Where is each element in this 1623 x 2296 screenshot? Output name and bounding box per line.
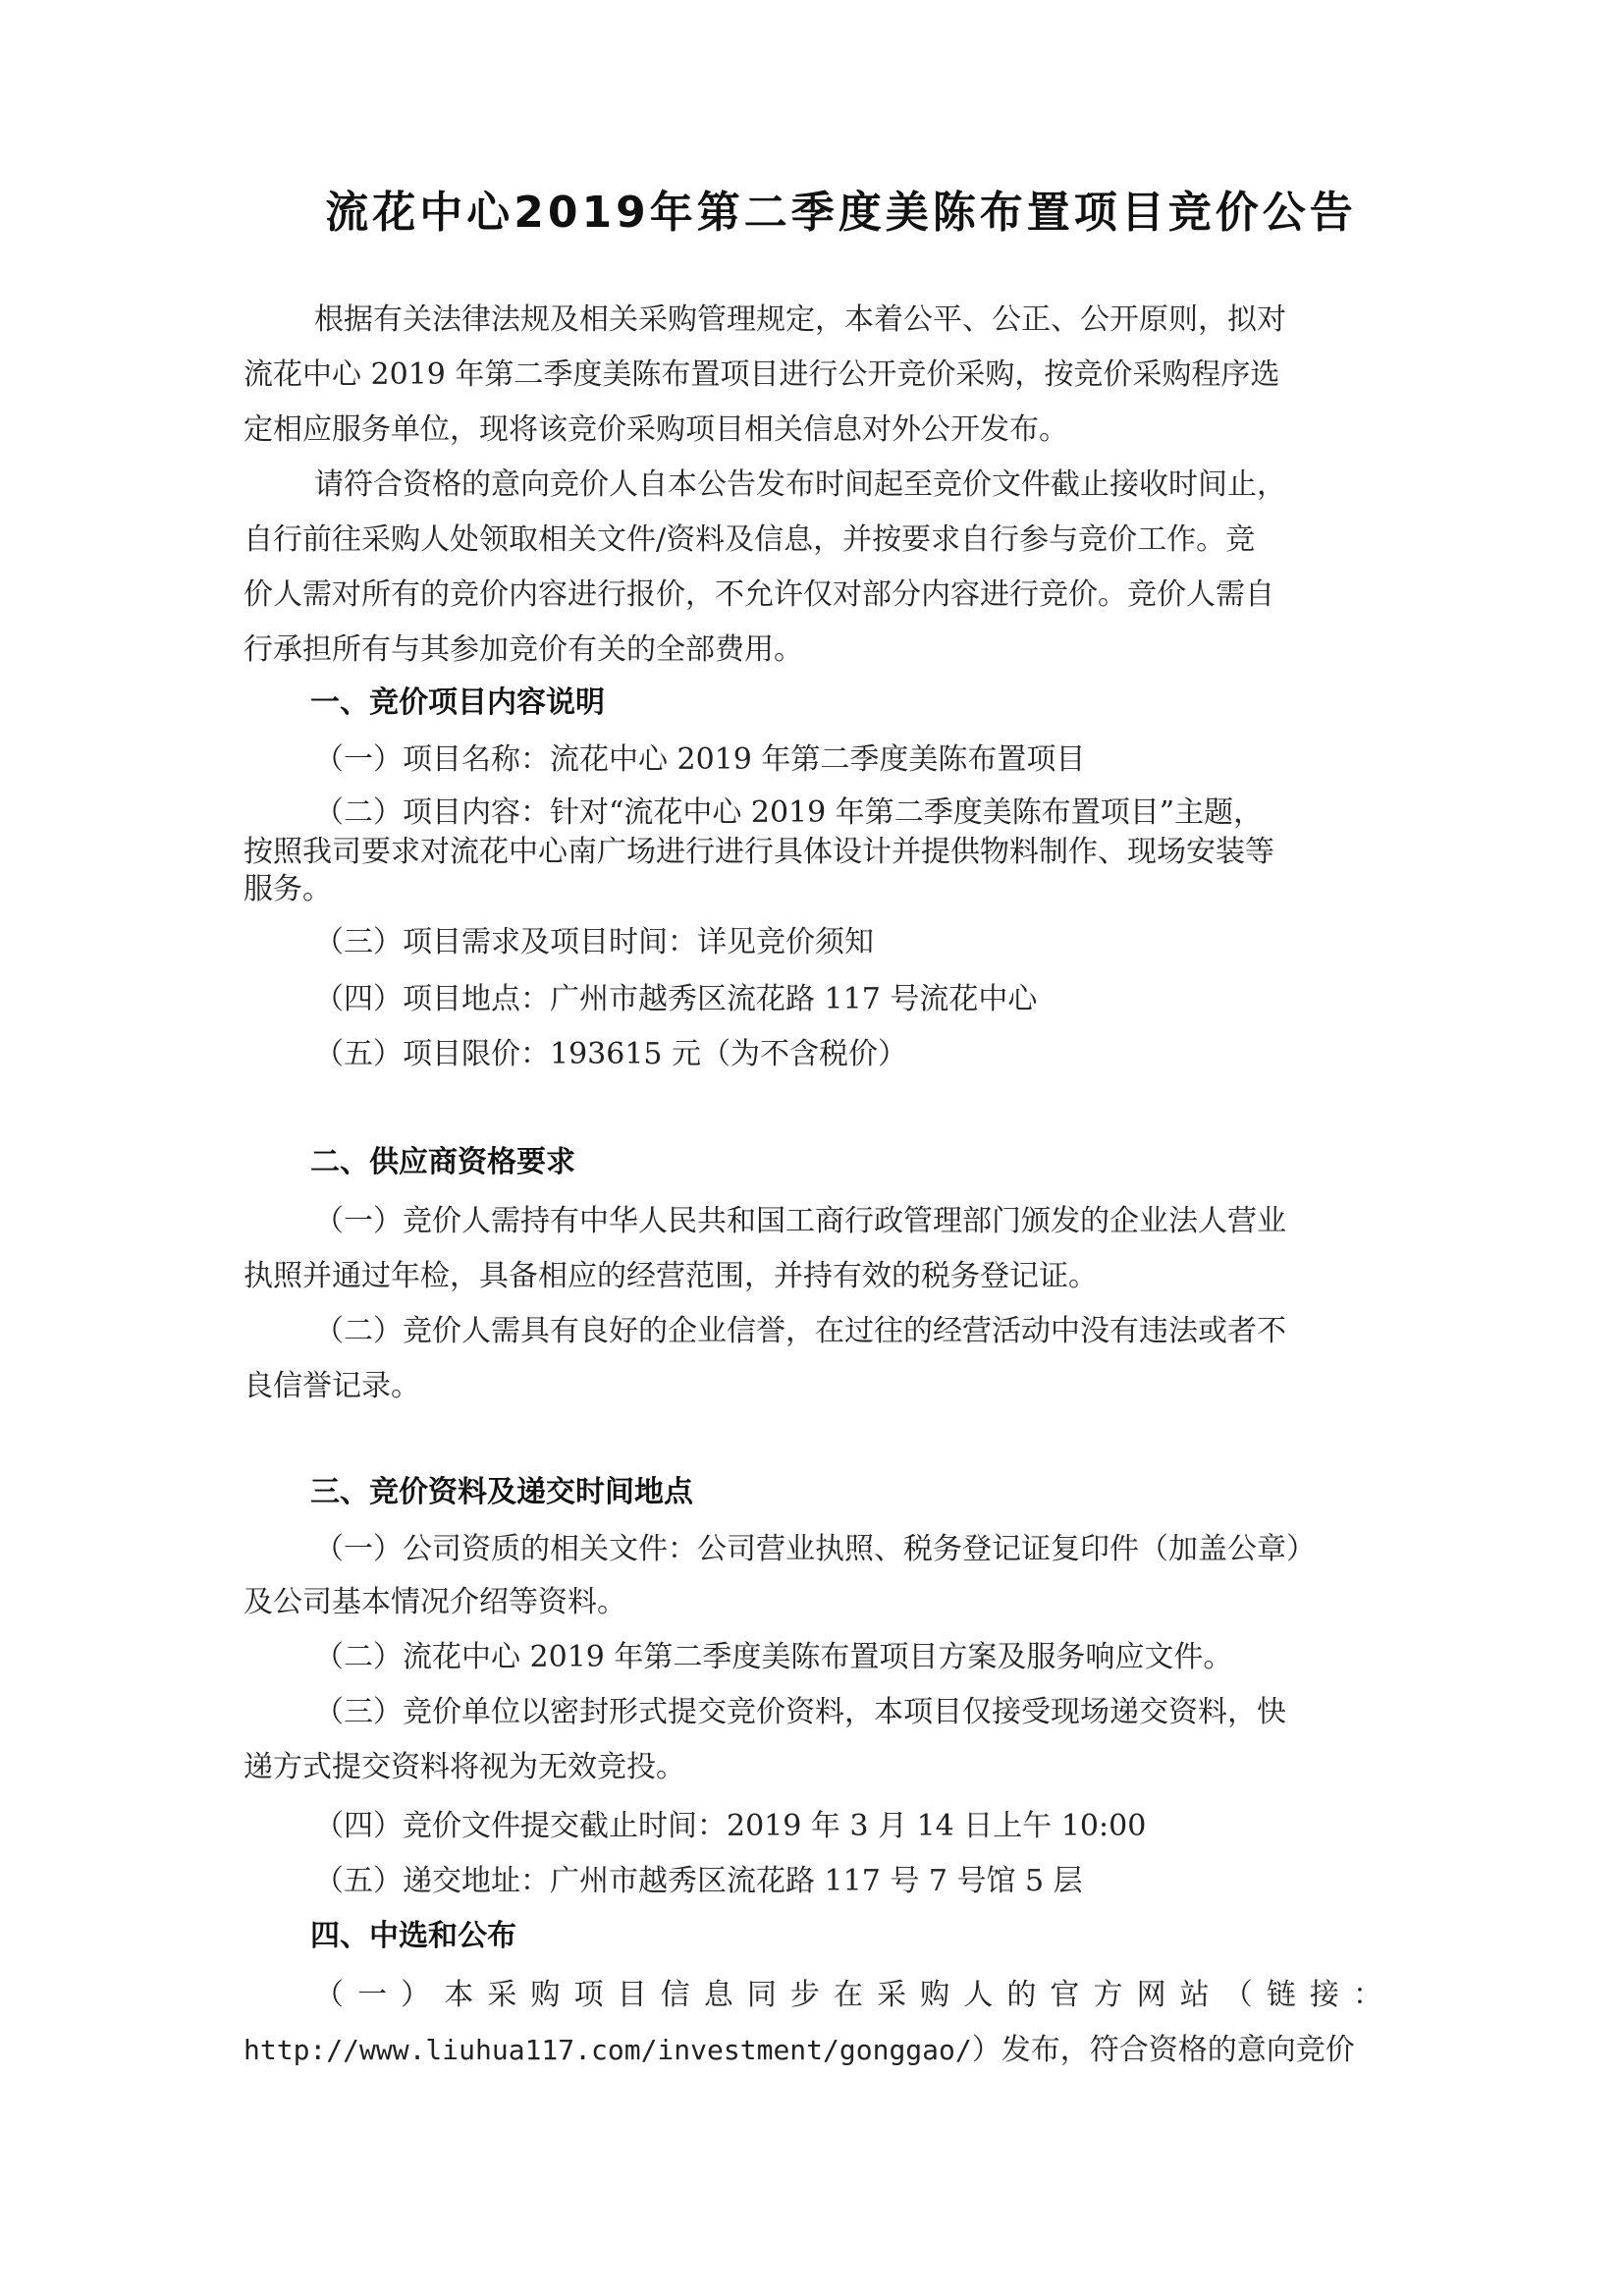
section1-item2-line2: 按照我司要求对流花中心南广场进行进行具体设计并提供物料制作、现场安装等	[243, 835, 1274, 869]
section3-item3-line2: 递方式提交资料将视为无效竞投。	[243, 1750, 685, 1784]
section3-item3-line1: （三）竞价单位以密封形式提交竞价资料，本项目仅接受现场递交资料，快	[314, 1695, 1286, 1729]
section4-item1-line1: （一）本采购项目信息同步在采购人的官方网站（链接：	[314, 1978, 1382, 2012]
section3-item2: （二）流花中心 2019 年第二季度美陈布置项目方案及服务响应文件。	[314, 1640, 1233, 1674]
section2-item1-line2: 执照并通过年检，具备相应的经营范围，并持有效的税务登记证。	[243, 1259, 1098, 1293]
intro-p2-line2: 自行前往采购人处领取相关文件/资料及信息，并按要求自行参与竞价工作。竞	[243, 522, 1256, 557]
intro-p2-line3: 价人需对所有的竞价内容进行报价，不允许仅对部分内容进行竞价。竞价人需自	[243, 577, 1274, 612]
intro-p1-line3: 定相应服务单位，现将该竞价采购项目相关信息对外公开发布。	[243, 412, 1068, 447]
section1-item1: （一）项目名称：流花中心 2019 年第二季度美陈布置项目	[314, 742, 1086, 777]
section1-item4: （四）项目地点：广州市越秀区流花路 117 号流花中心	[314, 982, 1038, 1016]
section3-item5: （五）递交地址：广州市越秀区流花路 117 号 7 号馆 5 层	[314, 1864, 1083, 1898]
document-title: 流花中心2019年第二季度美陈布置项目竞价公告	[325, 188, 1357, 238]
section4-heading: 四、中选和公布	[310, 1919, 516, 1953]
section1-item2-line1: （二）项目内容：针对“流花中心 2019 年第二季度美陈布置项目”主题，	[314, 795, 1264, 830]
intro-p1-line2: 流花中心 2019 年第二季度美陈布置项目进行公开竞价采购，按竞价采购程序选	[243, 357, 1280, 392]
section4-item1-line2-rest: ）发布，符合资格的意向竞价	[971, 2033, 1355, 2067]
intro-p2-line4: 行承担所有与其参加竞价有关的全部费用。	[243, 632, 803, 667]
section1-heading: 一、竞价项目内容说明	[310, 685, 605, 720]
official-website-link[interactable]: http://www.liuhua117.com/investment/gonggao/	[243, 2034, 972, 2066]
section1-item5: （五）项目限价：193615 元（为不含税价）	[314, 1037, 908, 1071]
intro-p2-line1: 请符合资格的意向竞价人自本公告发布时间起至竞价文件截止接收时间止，	[314, 467, 1286, 502]
intro-p1-line1: 根据有关法律法规及相关采购管理规定，本着公平、公正、公开原则，拟对	[314, 302, 1286, 337]
section2-item2-line1: （二）竞价人需具有良好的企业信誉，在过往的经营活动中没有违法或者不	[314, 1314, 1286, 1348]
section4-item1-line2	[243, 2029, 1382, 2072]
section1-item3: （三）项目需求及项目时间：详见竞价须知	[314, 925, 874, 959]
section3-item1-line1: （一）公司资质的相关文件：公司营业执照、税务登记证复印件（加盖公章）	[314, 1532, 1316, 1566]
section1-item2-line3: 服务。	[243, 872, 332, 906]
section2-heading: 二、供应商资格要求	[310, 1145, 575, 1179]
section3-item4: （四）竞价文件提交截止时间：2019 年 3 月 14 日上午 10:00	[314, 1809, 1147, 1843]
section2-item1-line1: （一）竞价人需持有中华人民共和国工商行政管理部门颁发的企业法人营业	[314, 1204, 1286, 1238]
section2-item2-line2: 良信誉记录。	[243, 1369, 420, 1403]
section3-heading: 三、竞价资料及递交时间地点	[310, 1475, 693, 1509]
section3-item1-line2: 及公司基本情况介绍等资料。	[243, 1585, 626, 1619]
